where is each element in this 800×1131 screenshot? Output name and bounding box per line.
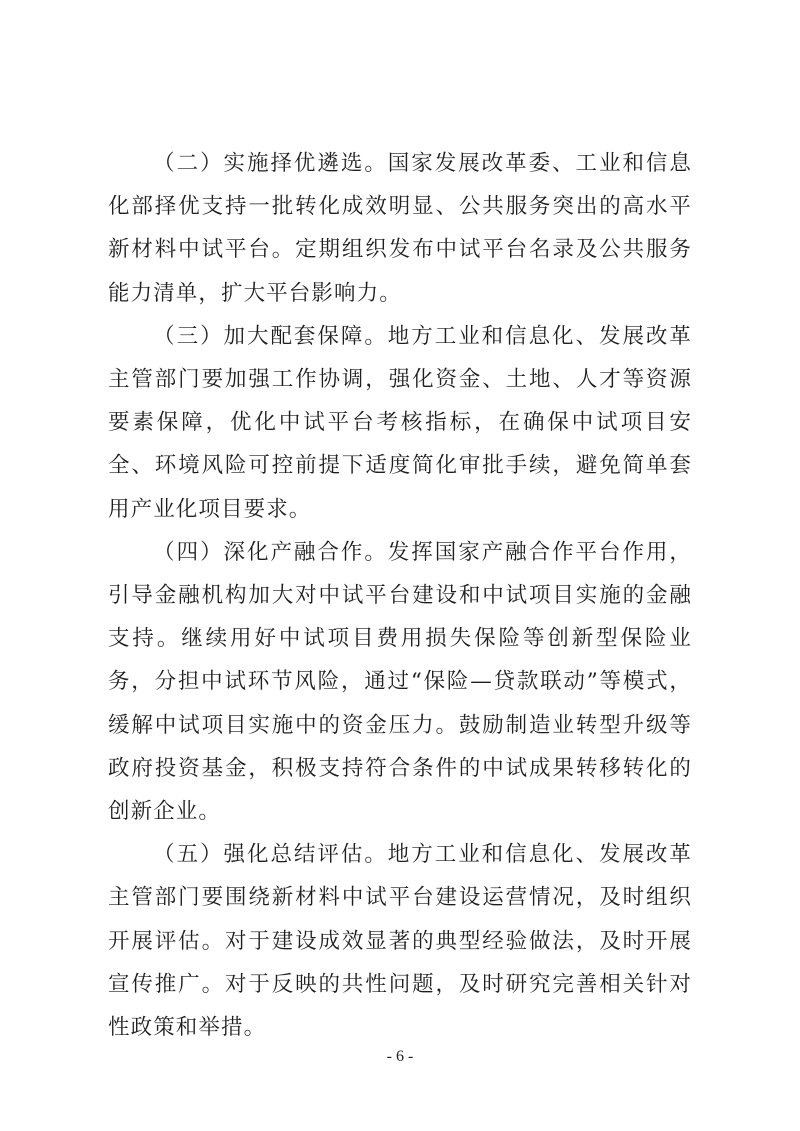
paragraph-text: 发挥国家产融合作平台作用，引导金融机构加大对中试平台建设和中试项目实施的金融支持。继续用好中试项目费用损失保险等创新型保险业务，分担中试环节风险，通过“保险—贷款联动”等模式，缓解中试项目实施中的资金压力。鼓励制造业转型升级等政府投资基金，积极支持符合条件的中试成果转移转化的创新企业。 [108, 539, 692, 825]
paragraph-text: 国家发展改革委、工业和信息化部择优支持一批转化成效明显、公共服务突出的高水平新材料中试平台。定期组织发布中试平台名录及公共服务能力清单，扩大平台影响力。 [108, 151, 692, 306]
paragraph-support-guarantee [108, 315, 692, 531]
paragraph-heading: （二）实施择优遴选。 [153, 151, 388, 176]
document-body [108, 142, 692, 1049]
paragraph-industry-finance [108, 531, 692, 833]
paragraph-heading: （三）加大配套保障。 [153, 323, 388, 349]
paragraph-heading: （五）强化总结评估。 [153, 842, 388, 868]
paragraph-implement-selection [108, 142, 692, 315]
paragraph-text: 地方工业和信息化、发展改革主管部门要加强工作协调，强化资金、土地、人才等资源要素保障，优化中试平台考核指标，在确保中试项目安全、环境风险可控前提下适度简化审批手续，避免简单套用产业化项目要求。 [108, 323, 692, 522]
page-number: - 6 - [386, 1048, 414, 1065]
paragraph-summary-evaluation [108, 833, 692, 1049]
paragraph-heading: （四）深化产融合作。 [153, 539, 388, 565]
paragraph-text: 地方工业和信息化、发展改革主管部门要围绕新材料中试平台建设运营情况，及时组织开展评估。对于建设成效显著的典型经验做法，及时开展宣传推广。对于反映的共性问题，及时研究完善相关针对性政策和举措。 [108, 842, 692, 1041]
